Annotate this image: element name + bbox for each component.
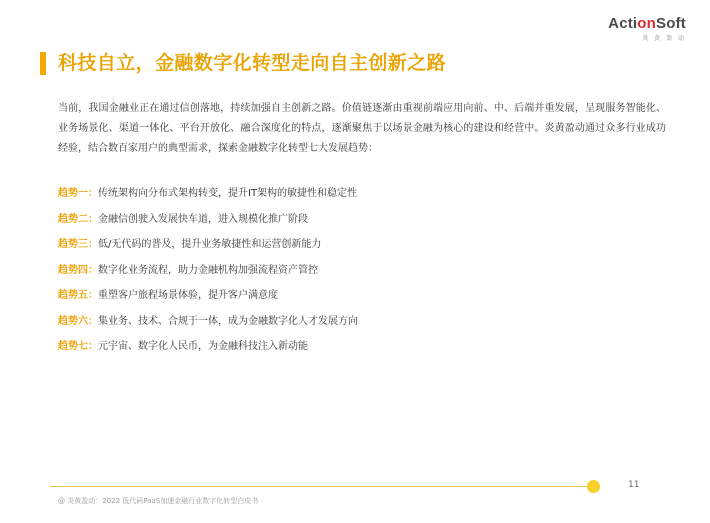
logo-part-3: Soft (656, 15, 686, 32)
trend-label: 趋势七： (58, 341, 98, 352)
trend-text: 重塑客户旅程场景体验，提升客户满意度 (98, 290, 278, 301)
title-accent-bar (40, 52, 46, 75)
trend-label: 趋势五： (58, 290, 98, 301)
logo-part-1: Acti (608, 15, 638, 32)
trend-label: 趋势三： (58, 239, 98, 250)
logo-wordmark (608, 16, 686, 32)
trend-text: 传统架构向分布式架构转变，提升IT架构的敏捷性和稳定性 (98, 188, 358, 199)
page-number: 11 (628, 480, 640, 490)
footer-dot-icon (587, 480, 600, 493)
trend-text: 数字化业务流程，助力金融机构加强流程资产管控 (98, 264, 318, 276)
footer-source: @ 炎黄盈动：2022 低代码PaaS加速金融行业数字化转型白皮书 (58, 497, 259, 505)
trend-label: 趋势二： (58, 213, 98, 225)
trend-item (58, 288, 358, 314)
page-title: 科技自立，金融数字化转型走向自主创新之路 (58, 52, 447, 74)
trend-label: 趋势六： (58, 315, 98, 327)
trend-item (58, 186, 358, 212)
footer-divider (50, 486, 590, 487)
trend-text: 集业务、技术、合规于一体，成为金融数字化人才发展方向 (98, 315, 358, 327)
trend-item (58, 263, 358, 289)
logo-subtitle: 炎 黄 盈 动 (642, 35, 686, 42)
actionsoft-logo (608, 16, 686, 42)
trend-item (58, 237, 358, 263)
trend-list (58, 186, 358, 365)
trend-item (58, 212, 358, 238)
trend-item (58, 339, 358, 365)
logo-part-2: on (637, 15, 657, 32)
trend-label: 趋势一： (58, 188, 98, 199)
trend-item (58, 314, 358, 340)
intro-paragraph: 当前，我国金融业正在通过信创落地，持续加强自主创新之路。价值链逐渐由重视前端应用向前、中、后端并重发展，呈现服务智能化、业务场景化、渠道一体化、平台开放化、融合深度化的特点，逐渐聚焦于以场景金融为核心的建设和经营中。炎黄盈动通过众多行业成功经验，结合数百家用户的典型需求，探索金融数字化转型七大发展趋势： (58, 103, 666, 154)
trend-text: 低/无代码的普及，提升业务敏捷性和运营创新能力 (98, 239, 322, 250)
trend-text: 元宇宙、数字化人民币，为金融科技注入新动能 (98, 341, 308, 352)
trend-label: 趋势四： (58, 264, 98, 276)
trend-text: 金融信创驶入发展快车道，进入规模化推广阶段 (98, 213, 308, 225)
